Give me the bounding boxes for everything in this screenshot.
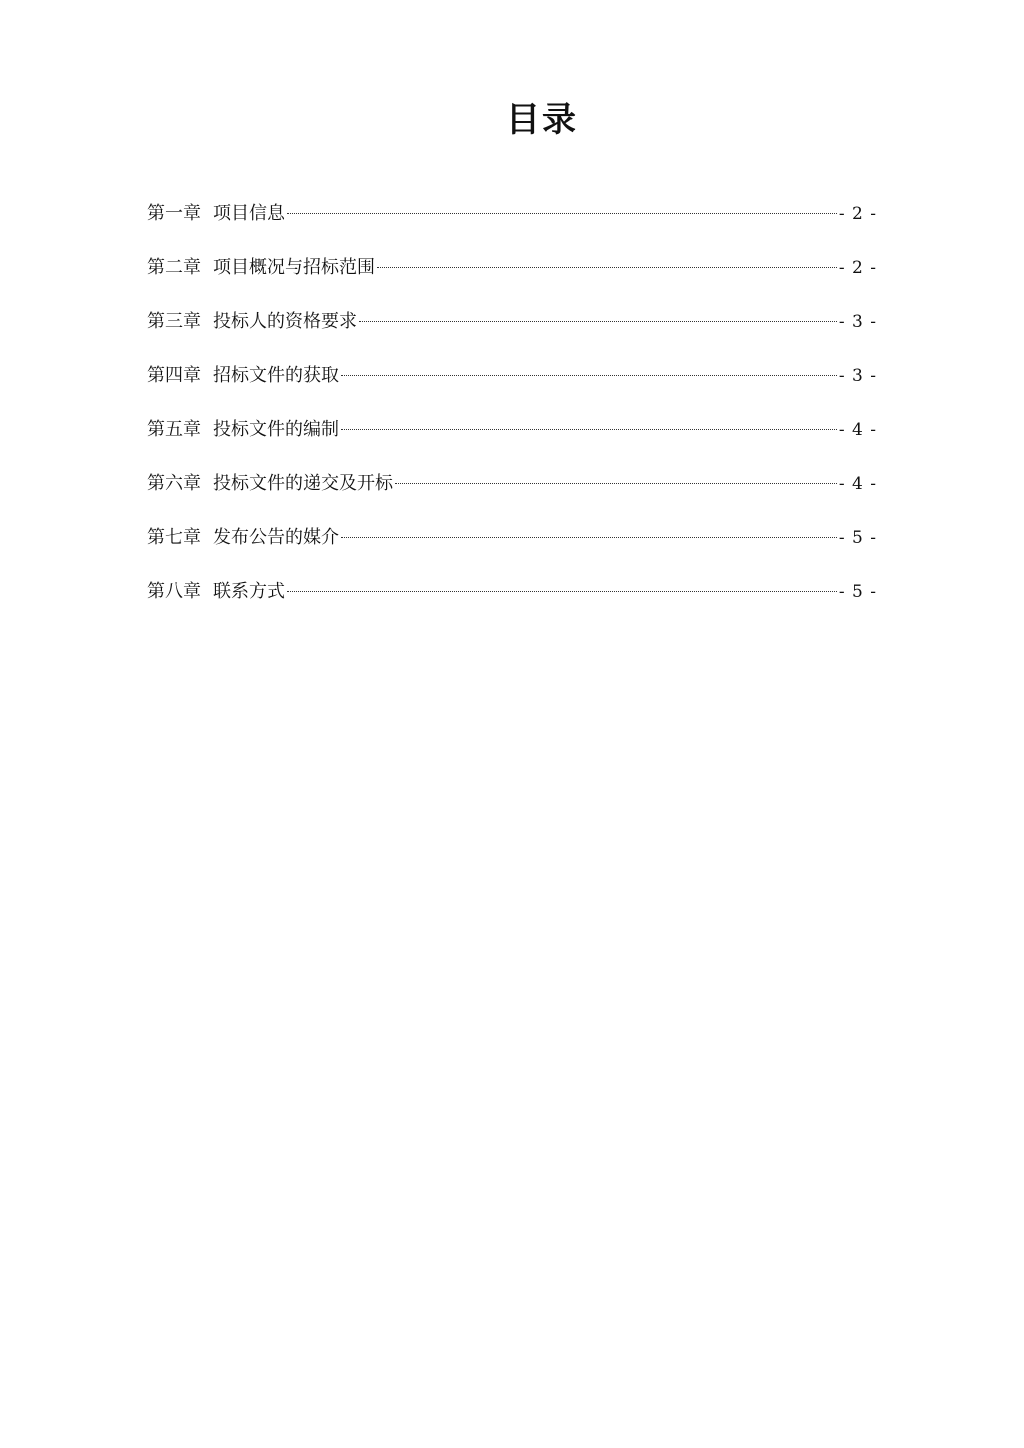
toc-page-number: - 5 -	[838, 528, 877, 548]
toc-dot-leader	[395, 483, 837, 484]
toc-page-number: - 3 -	[838, 366, 877, 386]
toc-entry-title: 联系方式	[213, 581, 285, 602]
toc-page-number: - 2 -	[838, 204, 877, 224]
toc-entry[interactable]	[147, 200, 877, 254]
toc-chapter-number: 第四章	[147, 365, 201, 386]
toc-dot-leader	[287, 591, 837, 592]
toc-entry-title: 招标文件的获取	[213, 365, 339, 386]
toc-chapter-number: 第一章	[147, 203, 201, 224]
toc-chapter-number: 第五章	[147, 419, 201, 440]
toc-page-number: - 4 -	[838, 474, 877, 494]
toc-chapter-number: 第二章	[147, 257, 201, 278]
toc-entry-title: 项目概况与招标范围	[213, 257, 375, 278]
toc-entry[interactable]	[147, 470, 877, 524]
toc-chapter-number: 第三章	[147, 311, 201, 332]
toc-page-number: - 4 -	[838, 420, 877, 440]
toc-entry-title: 投标文件的编制	[213, 419, 339, 440]
toc-title: 目录	[506, 100, 578, 140]
table-of-contents	[147, 200, 877, 632]
toc-entry[interactable]	[147, 524, 877, 578]
toc-entry[interactable]	[147, 416, 877, 470]
toc-entry-title: 投标文件的递交及开标	[213, 473, 393, 494]
toc-dot-leader	[287, 213, 837, 214]
toc-chapter-number: 第七章	[147, 527, 201, 548]
toc-page-number: - 5 -	[838, 582, 877, 602]
toc-page-number: - 2 -	[838, 258, 877, 278]
toc-entry[interactable]	[147, 254, 877, 308]
toc-entry[interactable]	[147, 308, 877, 362]
toc-entry-title: 投标人的资格要求	[213, 311, 357, 332]
toc-dot-leader	[341, 537, 837, 538]
toc-dot-leader	[359, 321, 837, 322]
toc-chapter-number: 第八章	[147, 581, 201, 602]
toc-entry-title: 发布公告的媒介	[213, 527, 339, 548]
toc-entry[interactable]	[147, 362, 877, 416]
toc-dot-leader	[341, 429, 837, 430]
toc-page-number: - 3 -	[838, 312, 877, 332]
toc-dot-leader	[341, 375, 837, 376]
toc-entry[interactable]	[147, 578, 877, 632]
toc-entry-title: 项目信息	[213, 203, 285, 224]
toc-dot-leader	[377, 267, 837, 268]
toc-chapter-number: 第六章	[147, 473, 201, 494]
